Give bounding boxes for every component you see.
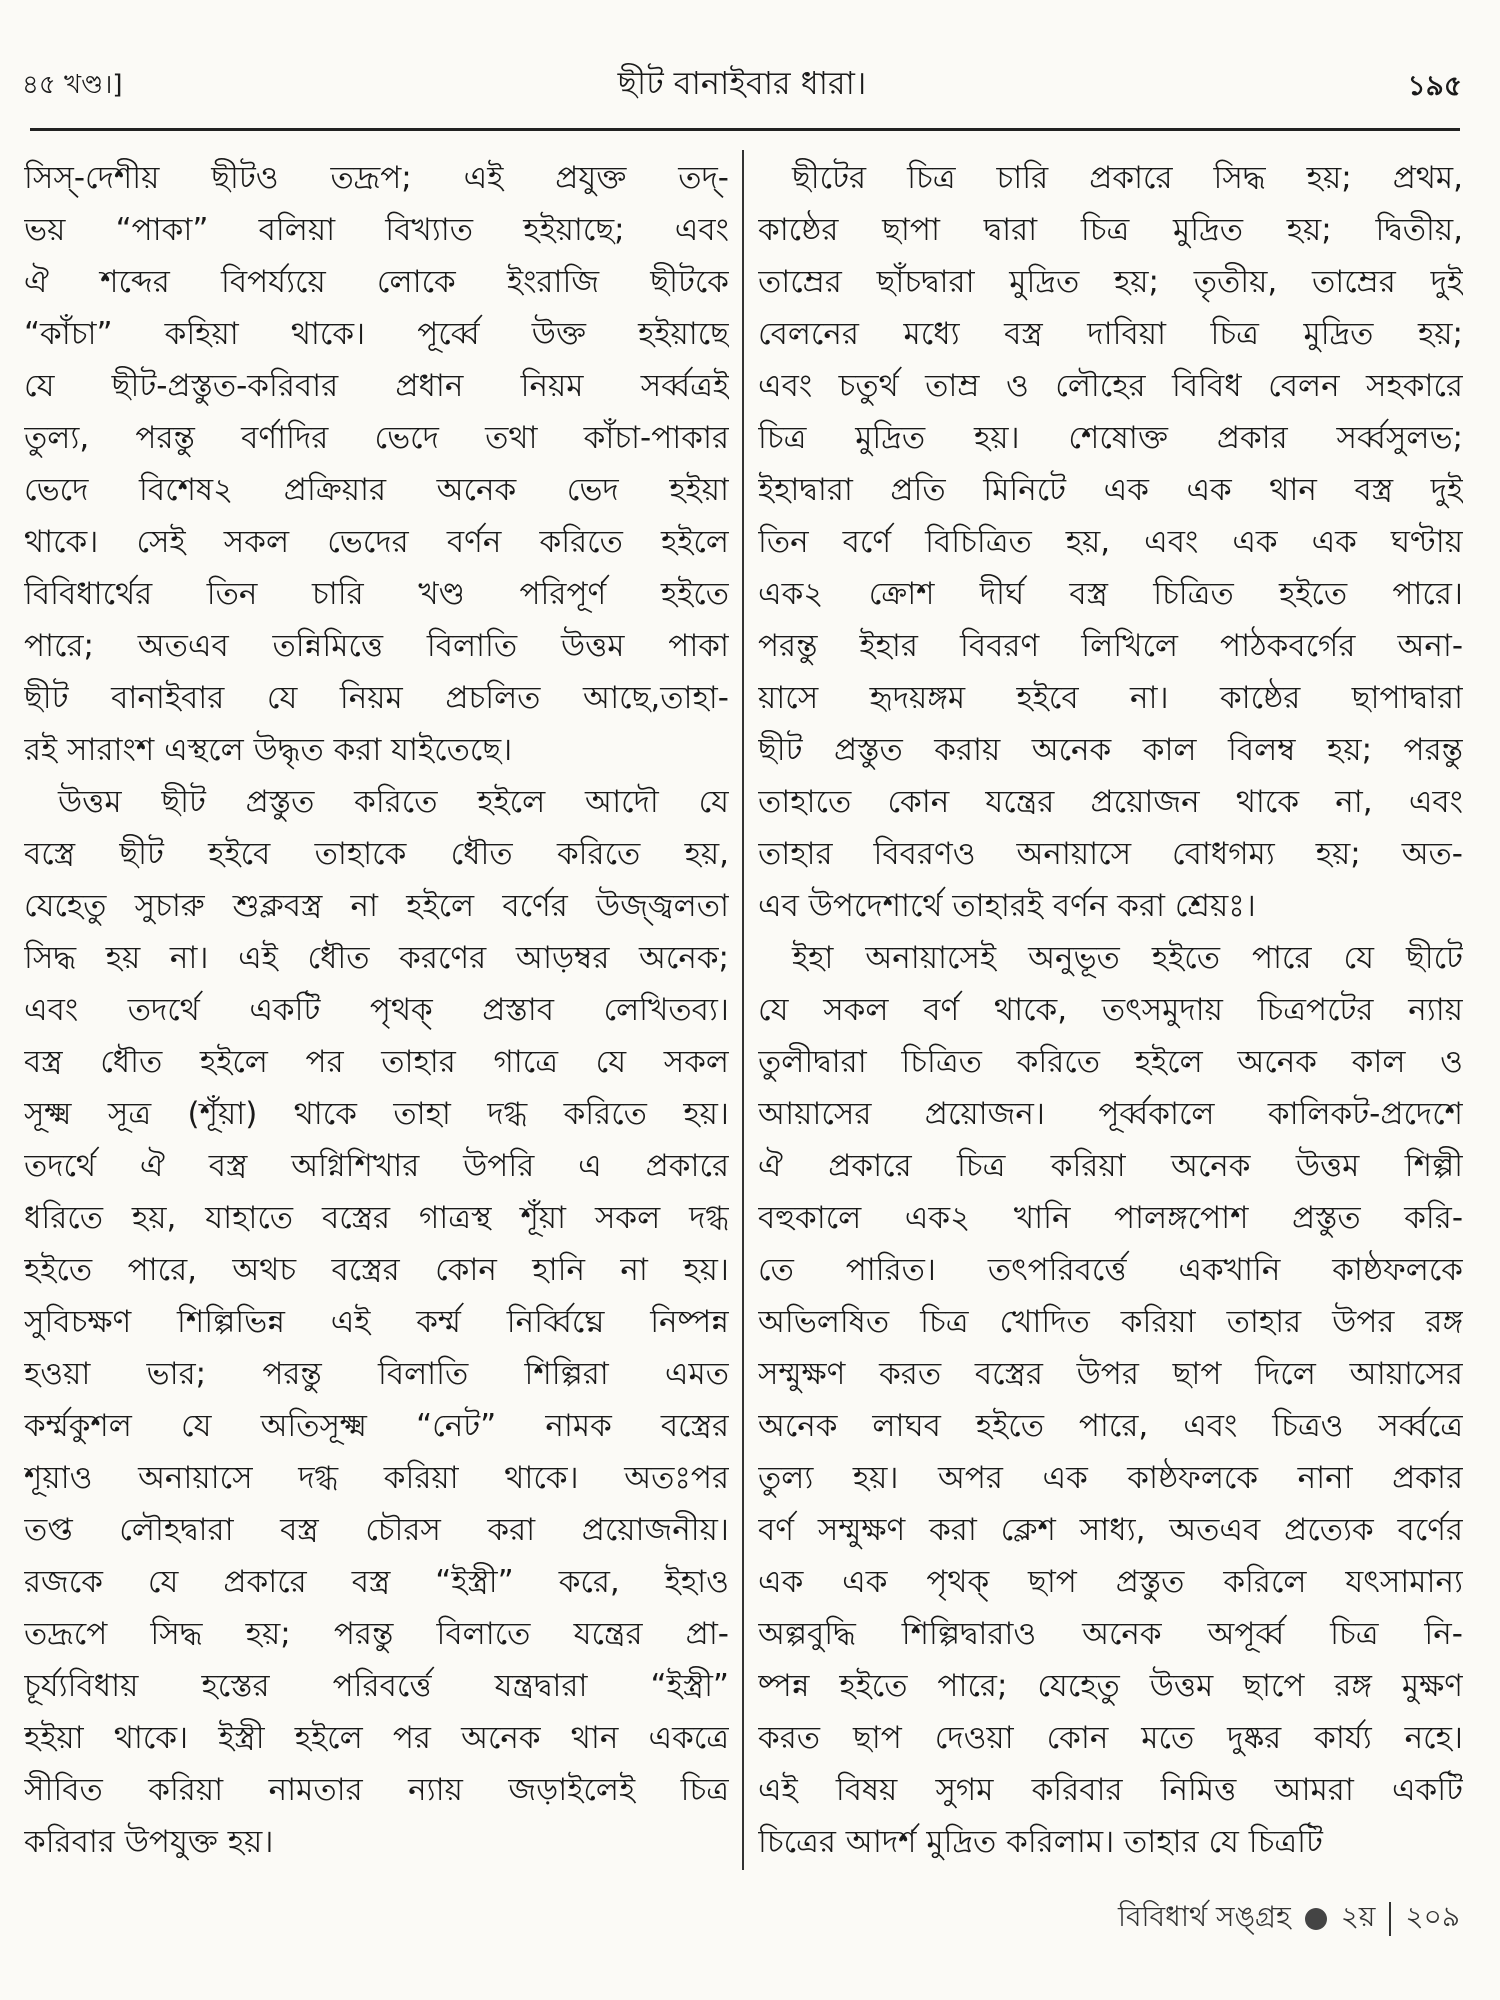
text-line: তিন বর্ণে বিচিত্রিত হয়, এবং এক এক ঘণ্টায় [758,524,1463,560]
text-line: কর্ম্মকুশল যে অতিসূক্ষ্ম “নেট” নামক বস্ত্রের [24,1408,729,1444]
paragraph [24,776,729,1868]
text-line: এক২ ক্রোশ দীর্ঘ বস্ত্র চিত্রিত হইতে পারে। [758,576,1463,612]
text-line: বহুকালে এক২ খানি পালঙ্গপোশ প্রস্তুত করি- [758,1200,1463,1236]
footer-separator [1389,1902,1391,1936]
text-line: তুল্য, পরন্তু বর্ণাদির ভেদে তথা কাঁচা-পাকার [24,420,729,456]
text-line: এবং চতুর্থ তাম্র ও লৌহের বিবিধ বেলন সহকারে [758,368,1463,404]
text-line: ইহাদ্বারা প্রতি মিনিটে এক এক থান বস্ত্র দুই [758,472,1463,508]
paragraph [758,152,1463,932]
paragraph [24,152,729,776]
text-line: কাষ্ঠের ছাপা দ্বারা চিত্র মুদ্রিত হয়; দ্বিতীয়, [758,212,1463,248]
text-line: বর্ণ সম্মুক্ষণ করা ক্লেশ সাধ্য, অতএব প্রত্যেক বর্ণের [758,1512,1463,1548]
text-line: এবং তদর্থে একটি পৃথক্‌ প্রস্তাব লেখিতব্য। [24,992,729,1028]
text-line: এব উপদেশার্থে তাহারই বর্ণন করা শ্রেয়ঃ। [758,888,1256,924]
text-line: হইয়া থাকে। ইস্ত্রী হইলে পর অনেক থান একত্রে [24,1720,729,1756]
text-line: পরন্তু ইহার বিবরণ লিখিলে পাঠকবর্গের অনা- [758,628,1463,664]
text-line: সীবিত করিয়া নামতার ন্যায় জড়াইলেই চিত্র [24,1772,729,1808]
text-line: অল্পবুদ্ধি শিল্পিদ্বারাও অনেক অপূর্ব্ব চিত্র নি- [758,1616,1463,1652]
text-line: করত ছাপ দেওয়া কোন মতে দুষ্কর কার্য্য নহে। [758,1720,1463,1756]
bullet-icon [1305,1908,1327,1930]
right-column [758,152,1463,1868]
text-line: ঐ প্রকারে চিত্র করিয়া অনেক উত্তম শিল্পী [758,1148,1463,1184]
text-line: থাকে। সেই সকল ভেদের বর্ণন করিতে হইলে [24,524,729,560]
text-line: শূয়াও অনায়াসে দগ্ধ করিয়া থাকে। অতঃপর [24,1460,729,1496]
text-line: যে সকল বর্ণ থাকে, তৎসমুদায় চিত্রপটের ন্যায় [758,992,1463,1028]
text-line: ধরিতে হয়, যাহাতে বস্ত্রের গাত্রস্থ শূঁয়া সকল দগ্ধ [24,1200,729,1236]
footer-book-title: বিবিধার্থ সঙ্গ্রহ [1117,1900,1291,1933]
text-line: তদ্রূপে সিদ্ধ হয়; পরন্তু বিলাতে যন্ত্রের প্রা- [24,1616,729,1652]
header-rule [30,128,1460,131]
running-header [22,58,1462,108]
text-line: চিত্র মুদ্রিত হয়। শেষোক্ত প্রকার সর্ব্বসুলভ; [758,420,1463,456]
text-line: “কাঁচা” কহিয়া থাকে। পূর্ব্বে উক্ত হইয়াছে [24,316,729,352]
text-line: সূক্ষ্ম সূত্র (শূঁয়া) থাকে তাহা দগ্ধ করিতে হয়। [24,1096,729,1132]
text-line: ভেদে বিশেষ২ প্রক্রিয়ার অনেক ভেদ হইয়া [24,472,729,508]
footer-page-number: ২০৯ [1405,1900,1460,1933]
text-line: রই সারাংশ এস্থলে উদ্ধৃত করা যাইতেছে। [24,732,513,768]
text-line: তপ্ত লৌহদ্বারা বস্ত্র চৌরস করা প্রয়োজনীয়। [24,1512,729,1548]
text-line: চিত্রের আদর্শ মুদ্রিত করিলাম। তাহার যে চিত্রটি [758,1824,1323,1860]
text-line: সিস্‌-দেশীয় ছীটও তদ্রূপ; এই প্রযুক্ত তদ্‌- [24,160,729,196]
text-line: ইহা অনায়াসেই অনুভূত হইতে পারে যে ছীটে [792,940,1463,976]
footer [1118,1895,1460,1942]
text-line: সুবিচক্ষণ শিল্পিভিন্ন এই কর্ম্ম নির্ব্বিঘ্নে নিষ্পন্ন [24,1304,729,1340]
text-line: ঐ শব্দের বিপর্য্যয়ে লোকে ইংরাজি ছীটকে [24,264,729,300]
text-line: এই বিষয় সুগম করিবার নিমিত্ত আমরা একটি [758,1772,1463,1808]
footer-volume: ২য় [1340,1900,1376,1933]
text-line: তদর্থে ঐ বস্ত্র অগ্নিশিখার উপরি এ প্রকারে [24,1148,729,1184]
text-line: ভয় “পাকা” বলিয়া বিখ্যাত হইয়াছে; এবং [24,212,729,248]
text-line: বস্ত্র ধৌত হইলে পর তাহার গাত্রে যে সকল [24,1044,729,1080]
text-line: সিদ্ধ হয় না। এই ধৌত করণের আড়ম্বর অনেক; [24,940,729,976]
text-line: বিবিধার্থের তিন চারি খণ্ড পরিপূর্ণ হইতে [24,576,729,612]
header-page-number: ১৯৫ [1407,69,1462,102]
text-line: তে পারিত। তৎপরিবর্ত্তে একখানি কাষ্ঠফলকে [758,1252,1463,1288]
page-title: ছীট বানাইবার ধারা। [617,64,867,102]
text-line: চূর্য্যবিধায় হস্তের পরিবর্ত্তে যন্ত্রদ্বারা “ইস্ত্রী” [24,1668,729,1704]
text-line: বেলনের মধ্যে বস্ত্র দাবিয়া চিত্র মুদ্রিত হয়; [758,316,1463,352]
text-line: এক এক পৃথক্‌ ছাপ প্রস্তুত করিলে যৎসামান্য [758,1564,1463,1600]
text-line: যেহেতু সুচারু শুক্লবস্ত্র না হইলে বর্ণের উজ্জ্বলতা [24,888,729,924]
text-line: বস্ত্রে ছীট হইবে তাহাকে ধৌত করিতে হয়, [24,836,729,872]
text-line: ষ্পন্ন হইতে পারে; যেহেতু উত্তম ছাপে রঙ্গ মুক্ষণ [758,1668,1463,1704]
text-line: পারে; অতএব তন্নিমিত্তে বিলাতি উত্তম পাকা [24,628,729,664]
text-line: য়াসে হৃদয়ঙ্গম হইবে না। কাষ্ঠের ছাপাদ্বারা [758,680,1463,716]
text-line: ছীট বানাইবার যে নিয়ম প্রচলিত আছে,তাহা- [24,680,729,716]
text-line: অভিলষিত চিত্র খোদিত করিয়া তাহার উপর রঙ্গ [758,1304,1463,1340]
text-line: করিবার উপযুক্ত হয়। [24,1824,274,1860]
text-line: আয়াসের প্রয়োজন। পূর্ব্বকালে কালিকট-প্রদেশে [758,1096,1463,1132]
text-line: রজকে যে প্রকারে বস্ত্র “ইস্ত্রী” করে, ইহাও [24,1564,729,1600]
column-divider [742,150,744,1870]
text-line: যে ছীট-প্রস্তুত-করিবার প্রধান নিয়ম সর্ব্বত্রই [24,368,729,404]
left-column [24,152,729,1868]
text-line: অনেক লাঘব হইতে পারে, এবং চিত্রও সর্ব্বত্রে [758,1408,1463,1444]
text-line: হইতে পারে, অথচ বস্ত্রের কোন হানি না হয়। [24,1252,729,1288]
text-line: ছীটের চিত্র চারি প্রকারে সিদ্ধ হয়; প্রথম, [792,160,1463,196]
text-line: উত্তম ছীট প্রস্তুত করিতে হইলে আদৌ যে [58,784,729,820]
text-line: তাম্রের ছাঁচদ্বারা মুদ্রিত হয়; তৃতীয়, তাম্রের দুই [758,264,1463,300]
text-line: ছীট প্রস্তুত করায় অনেক কাল বিলম্ব হয়; পরন্তু [758,732,1463,768]
text-line: তাহাতে কোন যন্ত্রের প্রয়োজন থাকে না, এবং [758,784,1463,820]
section-label: ৪৫ খণ্ড।] [22,70,123,100]
text-line: তুলীদ্বারা চিত্রিত করিতে হইলে অনেক কাল ও [758,1044,1463,1080]
text-line: তাহার বিবরণও অনায়াসে বোধগম্য হয়; অত- [758,836,1463,872]
text-line: তুল্য হয়। অপর এক কাষ্ঠফলকে নানা প্রকার [758,1460,1463,1496]
paragraph [758,932,1463,1868]
text-line: সম্মুক্ষণ করত বস্ত্রের উপর ছাপ দিলে আয়াসের [758,1356,1463,1392]
text-line: হওয়া ভার; পরন্তু বিলাতি শিল্পিরা এমত [24,1356,729,1392]
